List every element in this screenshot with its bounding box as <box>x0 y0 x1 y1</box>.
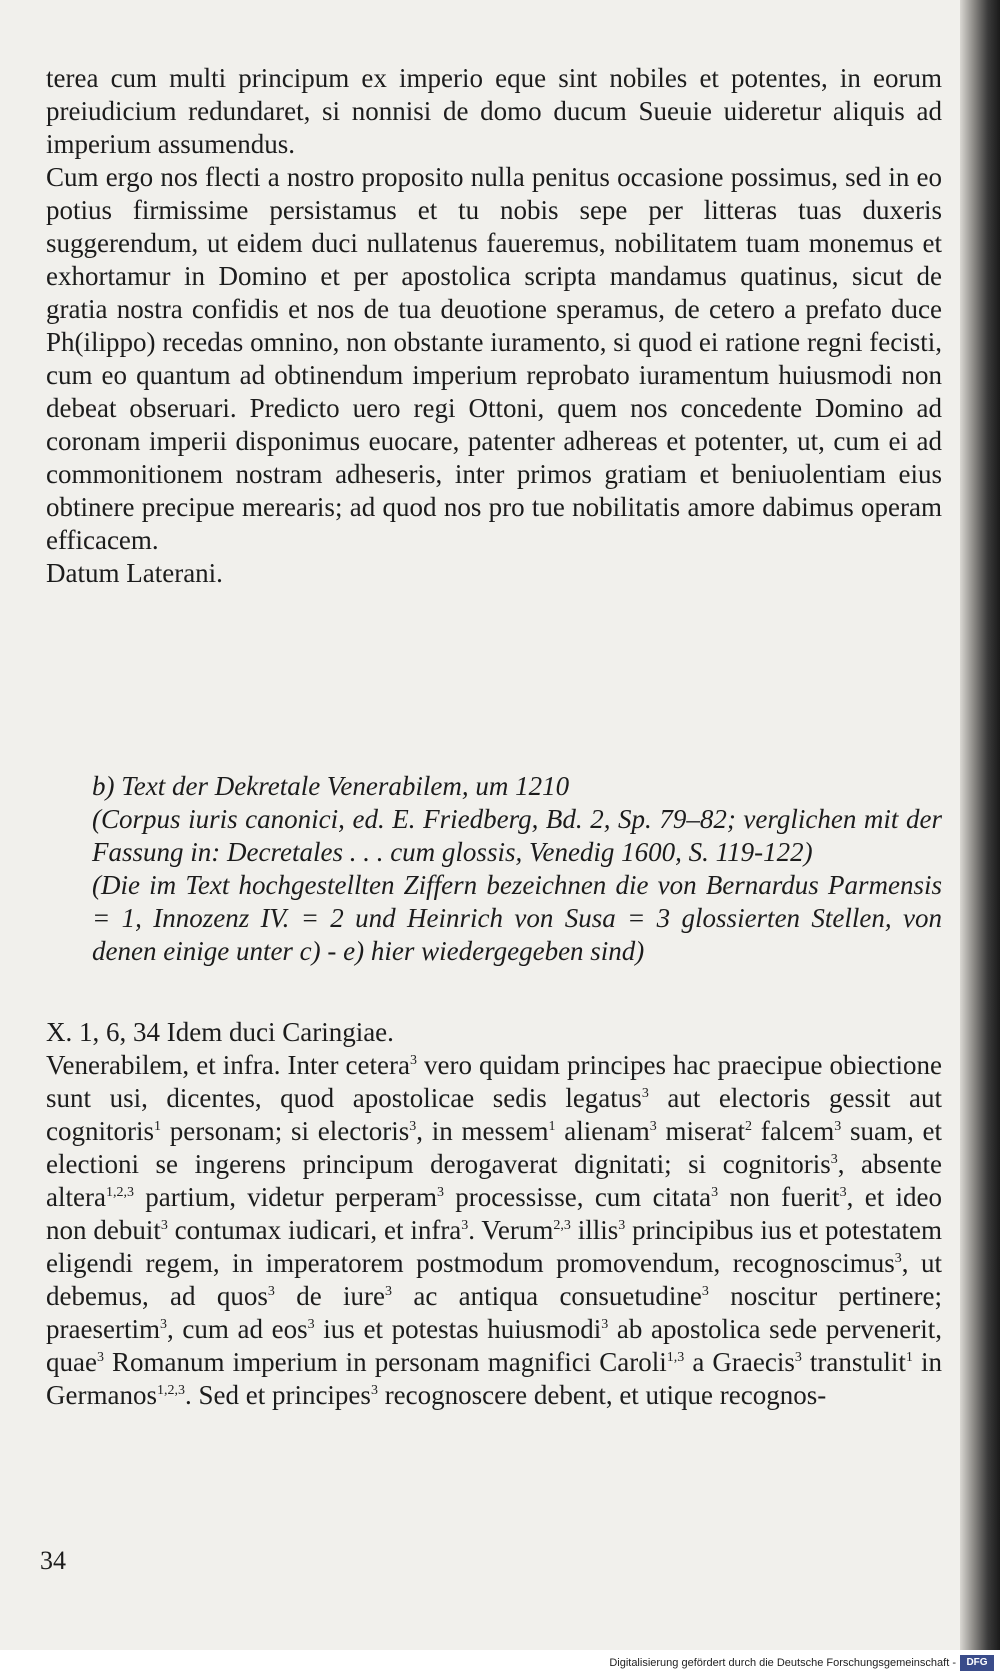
gloss-marker: 3 <box>894 1251 902 1266</box>
gloss-marker: 3 <box>96 1350 104 1365</box>
decretal-segment: , ut debemus, ad quos <box>46 1248 942 1311</box>
decretal-text <box>46 1049 942 1412</box>
gloss-marker: 3 <box>370 1383 378 1398</box>
gloss-marker: 3 <box>409 1119 417 1134</box>
gloss-marker: 3 <box>701 1284 709 1299</box>
gloss-marker: 3 <box>461 1218 469 1233</box>
decretal-segment: miserat <box>656 1116 745 1146</box>
top-text-block <box>46 62 942 590</box>
gloss-marker: 1 <box>548 1119 556 1134</box>
gloss-marker: 3 <box>307 1317 315 1332</box>
decretal-segment: illis <box>570 1215 619 1245</box>
decretal-segment: ius et potestas huiusmodi <box>314 1314 602 1344</box>
gloss-marker: 3 <box>711 1185 719 1200</box>
section-b-heading: b) Text der Dekretale Venerabilem, um 1210 <box>92 771 570 801</box>
paragraph-1: terea cum multi principum ex imperio eque sint nobiles et potentes, in eorum preiudicium redundaret, si nonnisi de domo ducum Sueuie uideretur aliquis ad imperium assumendus. <box>46 63 942 159</box>
decretal-segment: , et ideo non debuit <box>46 1182 942 1245</box>
decretal-segment: , absente altera <box>46 1149 942 1212</box>
gloss-marker: 3 <box>601 1317 609 1332</box>
decretal-segment: transtulit <box>801 1347 906 1377</box>
decretal-segment: contumax iudicari, et infra <box>167 1215 462 1245</box>
gloss-marker: 3 <box>385 1284 393 1299</box>
gloss-marker: 1,3 <box>666 1350 685 1365</box>
section-b-source: (Corpus iuris canonici, ed. E. Friedberg, Bd. 2, Sp. 79–82; verglichen mit der Fassung in: Decretales . . . cum glossis, Venedig 1600, S. 119-122) <box>92 804 942 867</box>
decretal-segment: falcem <box>752 1116 835 1146</box>
decretal-segment: . Verum <box>468 1215 554 1245</box>
gloss-marker: 3 <box>839 1185 847 1200</box>
page-number: 34 <box>40 1546 66 1575</box>
gloss-marker: 3 <box>159 1317 167 1332</box>
decretal-segment: ac antiqua consuetudine <box>392 1281 702 1311</box>
paragraph-3: Datum Laterani. <box>46 558 223 588</box>
decretal-heading: X. 1, 6, 34 Idem duci Caringiae. <box>46 1017 394 1047</box>
decretal-segment: noscitur pertinere; praesertim <box>46 1281 942 1344</box>
decretal-segment: principibus ius et potestatem eligendi regem, in imperatorem postmodum promovendum, recognoscimus <box>46 1215 943 1278</box>
gloss-marker: 1,2,3 <box>105 1185 134 1200</box>
decretal-segment: . Sed et principes <box>184 1380 371 1410</box>
book-spine-shadow <box>960 0 1000 1650</box>
gloss-marker: 3 <box>409 1053 417 1068</box>
paragraph-2: Cum ergo nos flecti a nostro proposito nulla penitus occasione possimus, sed in eo potius firmissime persistamus et tu nobis sepe per litteras tuas duxeris suggerendum, ut eidem duci nullatenus faueremus, nobilitatem tuam monemus et exhortamur in Domino et per apostolica scripta mandamus quatinus, sicut de gratia nostra confidis et nos de tua deuotione speramus, de cetero a prefato duce Ph(ilippo) recedas omnino, non obstante iuramento, si quod ei ratione regni fecisti, cum eo quantum ad obtinendum imperium reprobato iuramentum huiusmodi non debeat obseruari. Predicto uero regi Ottoni, quem nos concedente Domino ad coronam imperii disponimus euocare, patenter adhereas et potenter, ut, cum ei ad commonitionem nostram adheseris, inter primos gratiam et beniuolentiam eius obtinere precipue merearis; ad quod nos pro tue nobilitatis amore dabimus operam efficacem. <box>46 162 942 555</box>
gloss-marker: 1 <box>154 1119 161 1134</box>
decretal-segment: suam, et electioni se ingerens principum derogaverat dignitati; si cognitoris <box>46 1116 942 1179</box>
decretal-segment: , in messem <box>416 1116 549 1146</box>
decretal-segment: vero quidam principes hac praecipue obiectione sunt usi, dicentes, quod apostolicae sedis legatus <box>46 1050 942 1113</box>
gloss-marker: 3 <box>794 1350 802 1365</box>
gloss-marker: 3 <box>618 1218 626 1233</box>
decretal-segment: non fuerit <box>718 1182 840 1212</box>
decretal-segment: partium, videtur perperam <box>133 1182 437 1212</box>
decretal-segment: Venerabilem, et infra. Inter cetera <box>46 1050 410 1080</box>
decretal-segment: recognoscere debent, et utique recognos- <box>377 1380 827 1410</box>
decretal-segment: processisse, cum citata <box>444 1182 712 1212</box>
section-b-note: (Die im Text hochgestellten Ziffern bezeichnen die von Bernardus Parmensis = 1, Innozenz IV. = 2 und Heinrich von Susa = 3 glossierten Stellen, von denen einige unter c) - e) hier wiedergegeben sind) <box>92 870 942 966</box>
gloss-marker: 1,2,3 <box>156 1383 185 1398</box>
decretal-segment: aut electoris gessit aut cognitoris <box>46 1083 943 1146</box>
decretal-segment: personam; si electoris <box>161 1116 410 1146</box>
gloss-marker: 3 <box>830 1152 838 1167</box>
decretal-segment: , cum ad eos <box>166 1314 308 1344</box>
decretal-segment: ab apostolica sede pervenerit, quae <box>46 1314 942 1377</box>
footer-credit: Digitalisierung gefördert durch die Deutsche Forschungsgemeinschaft - <box>609 1657 956 1669</box>
gloss-marker: 2 <box>745 1119 752 1134</box>
gloss-marker: 3 <box>437 1185 444 1200</box>
gloss-marker: 3 <box>641 1086 649 1101</box>
gloss-marker: 3 <box>834 1119 842 1134</box>
section-b <box>92 770 942 968</box>
decretal-segment: in Germanos <box>46 1347 942 1410</box>
gloss-marker: 1 <box>905 1350 913 1365</box>
gloss-marker: 3 <box>649 1119 657 1134</box>
decretal-block <box>46 1016 942 1412</box>
footer-bar <box>0 1650 1000 1676</box>
decretal-segment: alienam <box>555 1116 650 1146</box>
decretal-segment: Romanum imperium in personam magnifici Caroli <box>103 1347 667 1377</box>
gloss-marker: 2,3 <box>553 1218 571 1233</box>
dfg-logo: DFG <box>960 1655 994 1671</box>
decretal-segment: a Graecis <box>684 1347 795 1377</box>
gloss-marker: 3 <box>267 1284 275 1299</box>
decretal-segment: de iure <box>274 1281 386 1311</box>
gloss-marker: 3 <box>160 1218 168 1233</box>
